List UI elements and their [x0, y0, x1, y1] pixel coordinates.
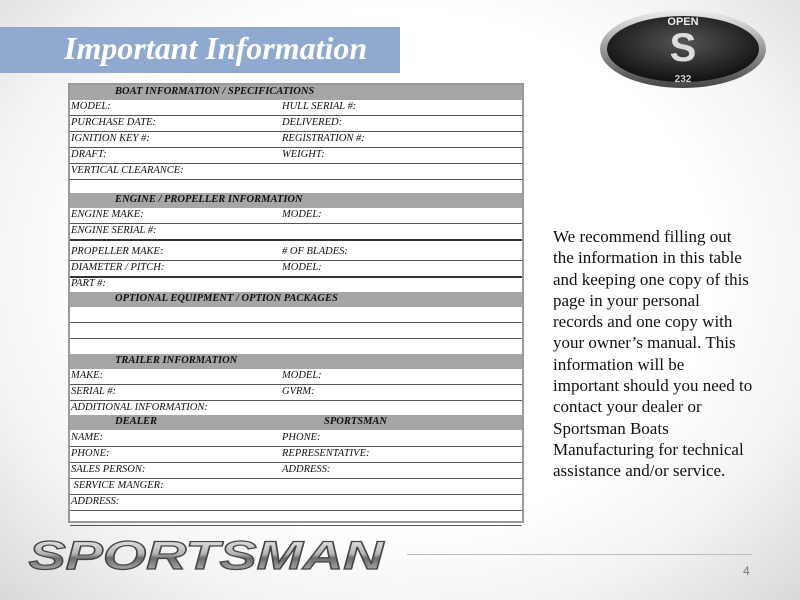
ignition-key-label: IGNITION KEY #: — [71, 133, 150, 144]
table-row — [70, 401, 522, 416]
table-row — [70, 224, 522, 241]
delivered-label: DELIVERED: — [282, 117, 343, 128]
dealer-header-row — [70, 415, 522, 430]
representative-label: REPRESENTATIVE: — [282, 448, 370, 459]
additional-info-label: ADDITIONAL INFORMATION: — [71, 402, 208, 413]
blades-label: # OF BLADES: — [282, 246, 348, 257]
sales-person-label: SALES PERSON: — [71, 464, 146, 475]
optional-header-row — [70, 292, 522, 307]
table-row — [70, 277, 522, 292]
table-row — [70, 245, 522, 261]
engine-serial-label: ENGINE SERIAL #: — [71, 225, 157, 236]
badge-bottom-text: 232 — [674, 74, 692, 85]
table-row — [70, 369, 522, 385]
model-label: MODEL: — [71, 101, 111, 112]
badge-top-text: OPEN — [667, 16, 699, 28]
table-row — [70, 385, 522, 401]
blank-row — [70, 307, 522, 323]
blank-row — [70, 510, 522, 526]
engine-header-row — [70, 193, 522, 208]
engine-header: ENGINE / PROPELLER INFORMATION — [115, 194, 303, 205]
dealer-phone-label: PHONE: — [71, 448, 110, 459]
propeller-make-label: PROPELLER MAKE: — [71, 246, 164, 257]
table-row — [70, 132, 522, 148]
phone-label: PHONE: — [282, 432, 321, 443]
sportsman-logo — [24, 536, 389, 574]
table-row — [70, 100, 522, 116]
service-manager-label: SERVICE MANGER: — [71, 480, 164, 491]
trailer-serial-label: SERIAL #: — [71, 386, 117, 397]
footer-divider — [407, 554, 752, 555]
table-row — [70, 261, 522, 278]
open-232-badge-logo — [598, 8, 768, 90]
trailer-model-label: MODEL: — [282, 370, 322, 381]
page-title: Important Information — [64, 30, 368, 66]
table-row — [70, 208, 522, 224]
table-row — [70, 164, 522, 180]
table-row — [70, 495, 522, 511]
boat-information-form — [68, 83, 524, 523]
gvrm-label: GVRM: — [282, 386, 315, 397]
trailer-make-label: MAKE: — [71, 370, 104, 381]
table-row — [70, 431, 522, 447]
recommendation-paragraph: We recommend filling out the information in this table and keeping one copy of this page in your personal records and one copy with your owner’s manual. This information will be important should you need to contact your dealer or Sportsman Boats Manufacturing for technical assistance and/or service. — [553, 227, 753, 481]
boat-info-header: BOAT INFORMATION / SPECIFICATIONS — [115, 86, 315, 97]
trailer-header-row — [70, 354, 522, 369]
table-row — [70, 447, 522, 463]
logo-text: SPORTSMAN — [28, 536, 386, 574]
sportsman-header: SPORTSMAN — [324, 416, 388, 427]
table-row — [70, 463, 522, 479]
table-row — [70, 148, 522, 164]
table-row — [70, 116, 522, 132]
part-label: PART #: — [71, 278, 106, 289]
optional-header: OPTIONAL EQUIPMENT / OPTION PACKAGES — [115, 293, 338, 304]
diameter-pitch-label: DIAMETER / PITCH: — [71, 262, 165, 273]
blank-row — [70, 339, 522, 355]
draft-label: DRAFT: — [71, 149, 107, 160]
hull-serial-label: HULL SERIAL #: — [282, 101, 357, 112]
dealer-header: DEALER — [115, 416, 158, 427]
engine-make-label: ENGINE MAKE: — [71, 209, 144, 220]
boat-info-header-row — [70, 85, 522, 100]
registration-label: REGISTRATION #: — [282, 133, 365, 144]
name-label: NAME: — [71, 432, 104, 443]
vertical-clearance-label: VERTICAL CLEARANCE: — [71, 165, 184, 176]
weight-label: WEIGHT: — [282, 149, 325, 160]
page-number: 4 — [743, 564, 750, 578]
blank-row — [70, 323, 522, 339]
address-label: ADDRESS: — [282, 464, 331, 475]
dealer-address-label: ADDRESS: — [71, 496, 120, 507]
purchase-date-label: PURCHASE DATE: — [71, 117, 157, 128]
engine-model-label: MODEL: — [282, 209, 322, 220]
trailer-header: TRAILER INFORMATION — [115, 355, 238, 366]
badge-letter: S — [669, 26, 697, 70]
prop-model-label: MODEL: — [282, 262, 322, 273]
table-row — [70, 479, 522, 495]
